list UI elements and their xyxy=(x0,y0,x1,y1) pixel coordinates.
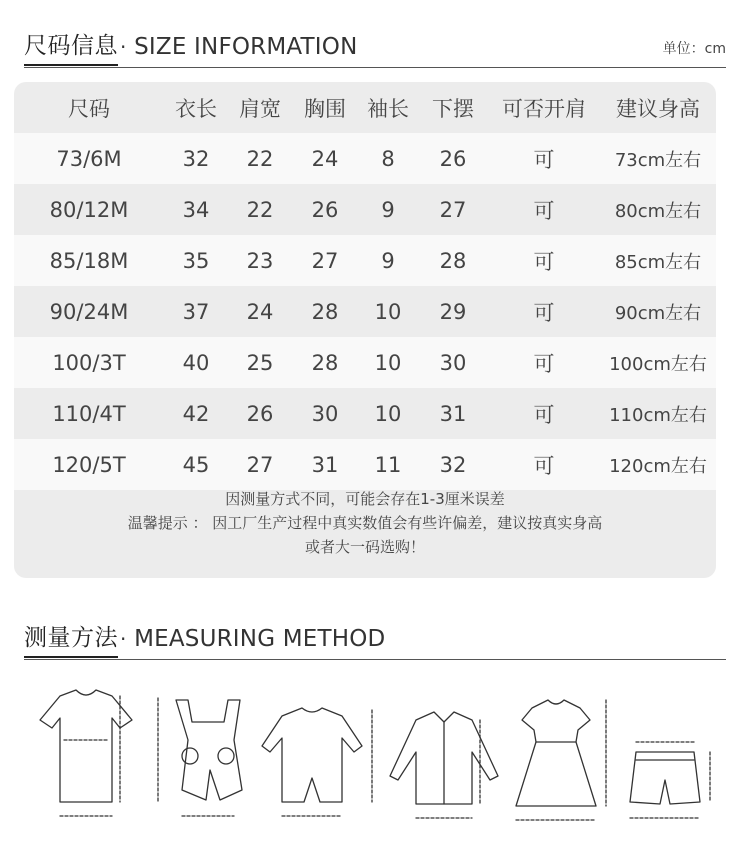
cell: 22 xyxy=(246,197,274,222)
cell: 可 xyxy=(533,198,555,223)
overalls-icon xyxy=(158,698,242,816)
garment-illustrations xyxy=(20,680,730,830)
size-table xyxy=(14,82,716,490)
cell: 45 xyxy=(164,439,228,490)
cell: 73/6M xyxy=(14,133,164,184)
cell: 可 xyxy=(488,133,600,184)
col-header: 衣长 xyxy=(175,96,217,121)
col-header: 尺码 xyxy=(68,96,110,121)
cell: 42 xyxy=(182,401,210,426)
cell: 30 xyxy=(418,337,488,388)
header-divider xyxy=(24,659,726,660)
cell: 110/4T xyxy=(52,401,126,426)
cell: 28 xyxy=(311,299,339,324)
cell: 34 xyxy=(182,197,210,222)
measure-title-en xyxy=(120,626,385,652)
cell: 9 xyxy=(358,235,418,286)
cell: 24 xyxy=(292,133,358,184)
col-header: 胸围 xyxy=(304,96,346,121)
note-line-3: 或者大一码选购！ xyxy=(304,538,425,556)
size-section-header xyxy=(24,24,726,64)
col-header: 可否开肩 xyxy=(502,96,586,121)
cell: 可 xyxy=(488,235,600,286)
cell: 可 xyxy=(488,337,600,388)
romper-icon xyxy=(262,708,372,816)
table-row xyxy=(14,286,716,337)
cell: 26 xyxy=(246,401,274,426)
dress-icon xyxy=(516,700,606,820)
cell: 25 xyxy=(228,337,292,388)
cell: 85cm左右 xyxy=(600,235,716,286)
cell: 10 xyxy=(358,337,418,388)
col-header: 袖长 xyxy=(367,96,409,121)
cell: 30 xyxy=(311,401,339,426)
cell: 27 xyxy=(439,197,467,222)
cell: 31 xyxy=(292,439,358,490)
table-row xyxy=(14,388,716,439)
cell: 可 xyxy=(533,402,555,427)
cell: 100/3T xyxy=(14,337,164,388)
cell: 37 xyxy=(182,299,210,324)
tshirt-icon xyxy=(40,690,132,816)
cell: 90/24M xyxy=(49,299,129,324)
col-header: 肩宽 xyxy=(239,96,281,121)
size-title-en-text: SIZE INFORMATION xyxy=(134,34,358,60)
unit-label: 单位：cm xyxy=(662,41,726,57)
cell: 26 xyxy=(418,133,488,184)
cell: 100cm左右 xyxy=(600,337,716,388)
cell: 9 xyxy=(381,197,395,222)
cell: 23 xyxy=(228,235,292,286)
table-row xyxy=(14,235,716,286)
measure-title-en-text: MEASURING METHOD xyxy=(134,626,386,652)
size-title-cn: 尺码信息 xyxy=(24,27,118,60)
cell: 31 xyxy=(439,401,467,426)
cell: 80/12M xyxy=(49,197,129,222)
cell: 73cm左右 xyxy=(600,133,716,184)
cell: 28 xyxy=(292,337,358,388)
cell: 110cm左右 xyxy=(609,404,707,426)
cell: 29 xyxy=(439,299,467,324)
size-title-en xyxy=(120,34,358,60)
title-dot: · xyxy=(120,627,127,651)
cell: 85/18M xyxy=(14,235,164,286)
cell: 27 xyxy=(292,235,358,286)
measure-section-header xyxy=(24,616,726,656)
cell: 32 xyxy=(418,439,488,490)
shirt-icon xyxy=(390,712,498,818)
title-dot: · xyxy=(120,35,127,59)
size-table-card xyxy=(14,82,716,578)
note-line-1: 因测量方式不同，可能会存在1-3厘米误差 xyxy=(225,490,505,508)
cell: 10 xyxy=(374,401,402,426)
cell: 120cm左右 xyxy=(600,439,716,490)
cell: 80cm左右 xyxy=(614,200,702,222)
cell: 90cm左右 xyxy=(614,302,702,324)
cell: 120/5T xyxy=(14,439,164,490)
header-divider xyxy=(24,67,726,68)
col-header: 建议身高 xyxy=(616,96,700,121)
cell: 26 xyxy=(311,197,339,222)
cell: 40 xyxy=(164,337,228,388)
cell: 35 xyxy=(164,235,228,286)
cell: 可 xyxy=(488,439,600,490)
table-row xyxy=(14,337,716,388)
notes xyxy=(14,487,716,559)
cell: 可 xyxy=(533,300,555,325)
cell: 10 xyxy=(374,299,402,324)
cell: 24 xyxy=(246,299,274,324)
table-row xyxy=(14,133,716,184)
cell: 27 xyxy=(228,439,292,490)
cell: 32 xyxy=(164,133,228,184)
table-row xyxy=(14,184,716,235)
note-line-2: 温馨提示 ： 因工厂生产过程中真实数值会有些许偏差，建议按真实身高 xyxy=(127,514,603,532)
shorts-icon xyxy=(630,742,710,818)
measure-title-cn: 测量方法 xyxy=(24,619,118,652)
cell: 11 xyxy=(358,439,418,490)
cell: 28 xyxy=(418,235,488,286)
col-header: 下摆 xyxy=(432,96,474,121)
table-row xyxy=(14,439,716,490)
table-header-row xyxy=(14,82,716,133)
cell: 22 xyxy=(228,133,292,184)
cell: 8 xyxy=(358,133,418,184)
